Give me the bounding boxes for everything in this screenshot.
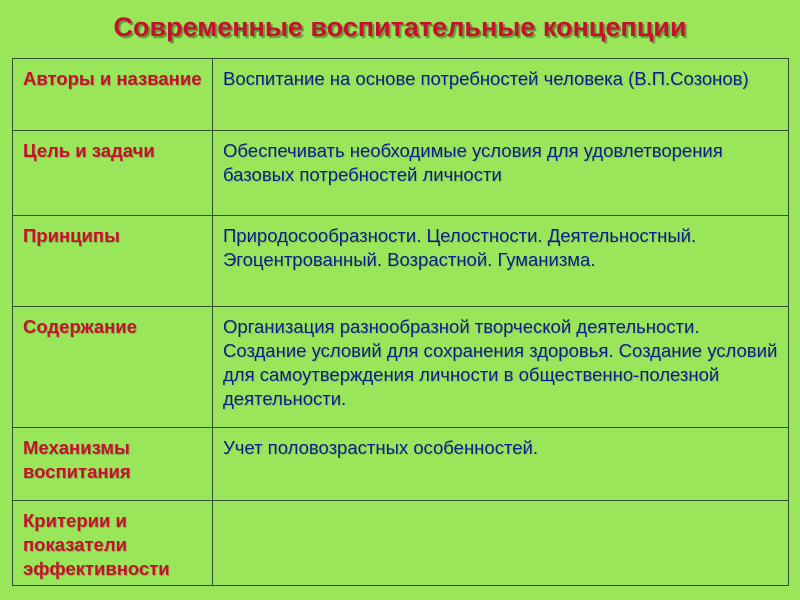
row-label-content: Содержание bbox=[13, 307, 213, 428]
page-title: Современные воспитательные концепции bbox=[113, 12, 687, 42]
table-row bbox=[13, 501, 789, 586]
row-value-criteria bbox=[213, 501, 789, 586]
row-value-principles: Природосообразности. Целостности. Деятельностный. Эгоцентрованный. Возрастной. Гуманизма. bbox=[213, 216, 789, 307]
row-value-authors: Воспитание на основе потребностей человека (В.П.Созонов) bbox=[213, 59, 789, 131]
table-row bbox=[13, 131, 789, 216]
row-label-authors: Авторы и название bbox=[13, 59, 213, 131]
row-label-criteria: Критерии и показатели эффективности bbox=[13, 501, 213, 586]
table-row bbox=[13, 428, 789, 501]
table-row bbox=[13, 307, 789, 428]
row-label-principles: Принципы bbox=[13, 216, 213, 307]
row-value-content: Организация разнообразной творческой деятельности. Создание условий для сохранения здоровья. Создание условий для самоутверждения личности в общественно-полезной деятельности. bbox=[213, 307, 789, 428]
row-label-mechanisms: Механизмы воспитания bbox=[13, 428, 213, 501]
row-label-goals: Цель и задачи bbox=[13, 131, 213, 216]
row-value-mechanisms: Учет половозрастных особенностей. bbox=[213, 428, 789, 501]
table-row bbox=[13, 216, 789, 307]
concept-table bbox=[12, 58, 789, 586]
row-value-goals: Обеспечивать необходимые условия для удовлетворения базовых потребностей личности bbox=[213, 131, 789, 216]
table-row bbox=[13, 59, 789, 131]
